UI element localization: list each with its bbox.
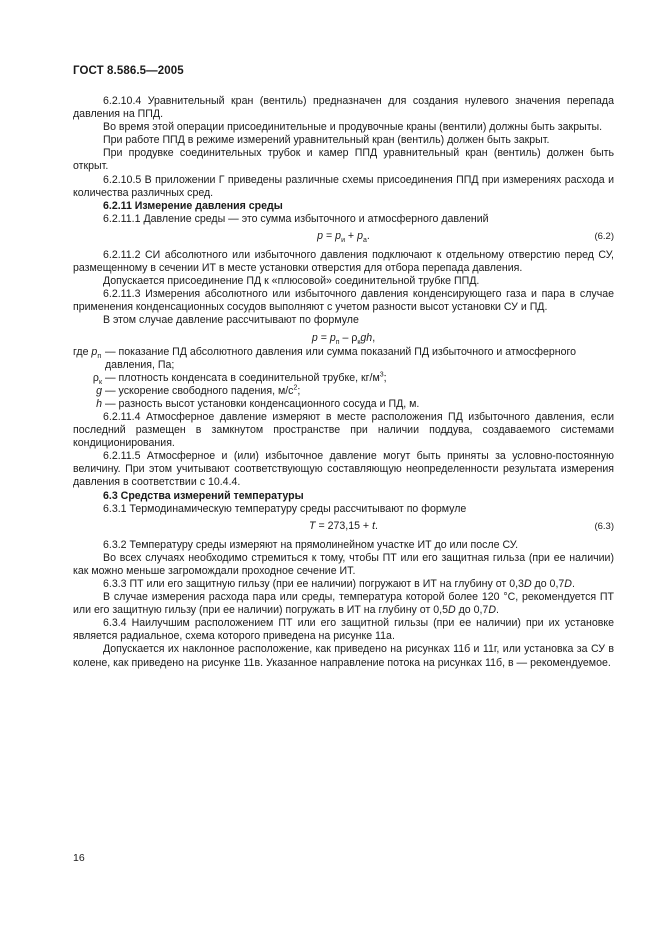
section-heading: 6.2.11 Измерение давления среды [103, 199, 283, 212]
paragraph: Допускается их наклонное расположение, как приведено на рисунках 11б и 11г, или установка за СУ в колене, как приведено на рисунке 11в. Указанное направление потока на рисунках 11б, в — рекомендуемое. [73, 643, 614, 669]
paragraph: 6.3.2 Температуру среды измеряют на прямолинейном участке ИТ до или после СУ. [103, 538, 519, 551]
section-heading: 6.3 Средства измерений температуры [103, 489, 304, 502]
equation-number: (6.3) [594, 520, 614, 532]
paragraph: В этом случае давление рассчитывают по формуле [103, 314, 359, 327]
paragraph: При работе ППД в режиме измерений уравнительный кран (вентиль) должен быть закрыт. [103, 134, 550, 147]
paragraph: Допускается присоединение ПД к «плюсовой» соединительной трубке ППД. [103, 275, 480, 288]
paragraph: 6.2.10.4 Уравнительный кран (вентиль) предназначен для создания нулевого значения перепада давления на ППД. [73, 95, 614, 121]
definition-row: где $p_п$ — показание ПД абсолютного давления или сумма показаний ПД избыточного и атмосферного давления, Па; [73, 345, 577, 371]
paragraph: 6.3.4 Наилучшим расположением ПТ или его защитной гильзы (при ее наличии) при их установке является радиальное, схема которого приведена на рисунке 11а. [73, 617, 614, 643]
paragraph: 6.2.11.3 Измерения абсолютного или избыточного давления конденсирующего газа и пара в случае применения конденсационных сосудов выполняют с учетом разности высот установки СУ и ПД. [73, 288, 614, 314]
paragraph: 6.2.11.4 Атмосферное давление измеряют в месте расположения ПД избыточного давления, если последний размещен в замкнутом пространстве при наличии поддува, создаваемого системами кондиционирования. [73, 410, 614, 450]
document-header: ГОСТ 8.586.5—2005 [73, 65, 184, 77]
paragraph: 6.2.11.1 Давление среды — это сумма избыточного и атмосферного давлений [103, 212, 489, 225]
document-body [73, 95, 614, 670]
definition-row: h — разность высот установки конденсационного сосуда и ПД, м. [96, 397, 420, 410]
paragraph: Во всех случаях необходимо стремиться к тому, чтобы ПТ или его защитная гильза (при ее наличии) как можно меньше загромождали проходное сечение ИТ. [73, 551, 614, 577]
paragraph: 6.3.3 ПТ или его защитную гильзу (при ее наличии) погружают в ИТ на глубину от 0,3D до 0,7D. [103, 578, 575, 590]
paragraph: 6.2.11.2 СИ абсолютного или избыточного давления подключают к отдельному отверстию перед СУ, размещенному в сечении ИТ в месте установки отверстия для отбора перепада давления. [73, 248, 614, 275]
formula-6-3: T = 273,15 + t. (6.3) [309, 519, 614, 532]
variable-definitions [73, 346, 614, 411]
formula-symbol: p [317, 229, 324, 242]
equation-number: (6.2) [594, 230, 614, 242]
formula-pressure-condensate: $p = p_п - \rho_кgh$, [311, 331, 376, 346]
formula-6-2: $p = p_и + p_а$. (6.2) [317, 229, 614, 245]
paragraph: 6.3.1 Термодинамическую температуру среды рассчитывают по формуле [103, 502, 467, 515]
page-number: 16 [73, 852, 85, 864]
paragraph: Во время этой операции присоединительные и продувочные краны (вентили) должны быть закрыты. [103, 121, 603, 134]
paragraph: 6.2.11.5 Атмосферное и (или) избыточное давление могут быть приняты за условно-постоянную величину. При этом учитывают соответствующую составляющую неопределенности результата измерения давления в соответствии с 10.4.4. [73, 450, 614, 489]
definition-row: g — ускорение свободного падения, $м/с^2$; [96, 384, 301, 397]
paragraph: При продувке соединительных трубок и камер ППД уравнительный кран (вентиль) должен быть открыт. [73, 147, 614, 173]
paragraph: В случае измерения расхода пара или среды, температура которой более 120 °С, рекомендуется ПТ или его защитную гильзу (при ее наличии) погружать в ИТ на глубину от 0,5D до 0,7D. [73, 591, 614, 617]
paragraph: 6.2.10.5 В приложении Г приведены различные схемы присоединения ППД при измерениях расхода и количества различных сред. [73, 173, 614, 199]
definition-row: $\rho_к$ — плотность конденсата в соединительной трубке, $кг/м^3$; [92, 371, 387, 386]
